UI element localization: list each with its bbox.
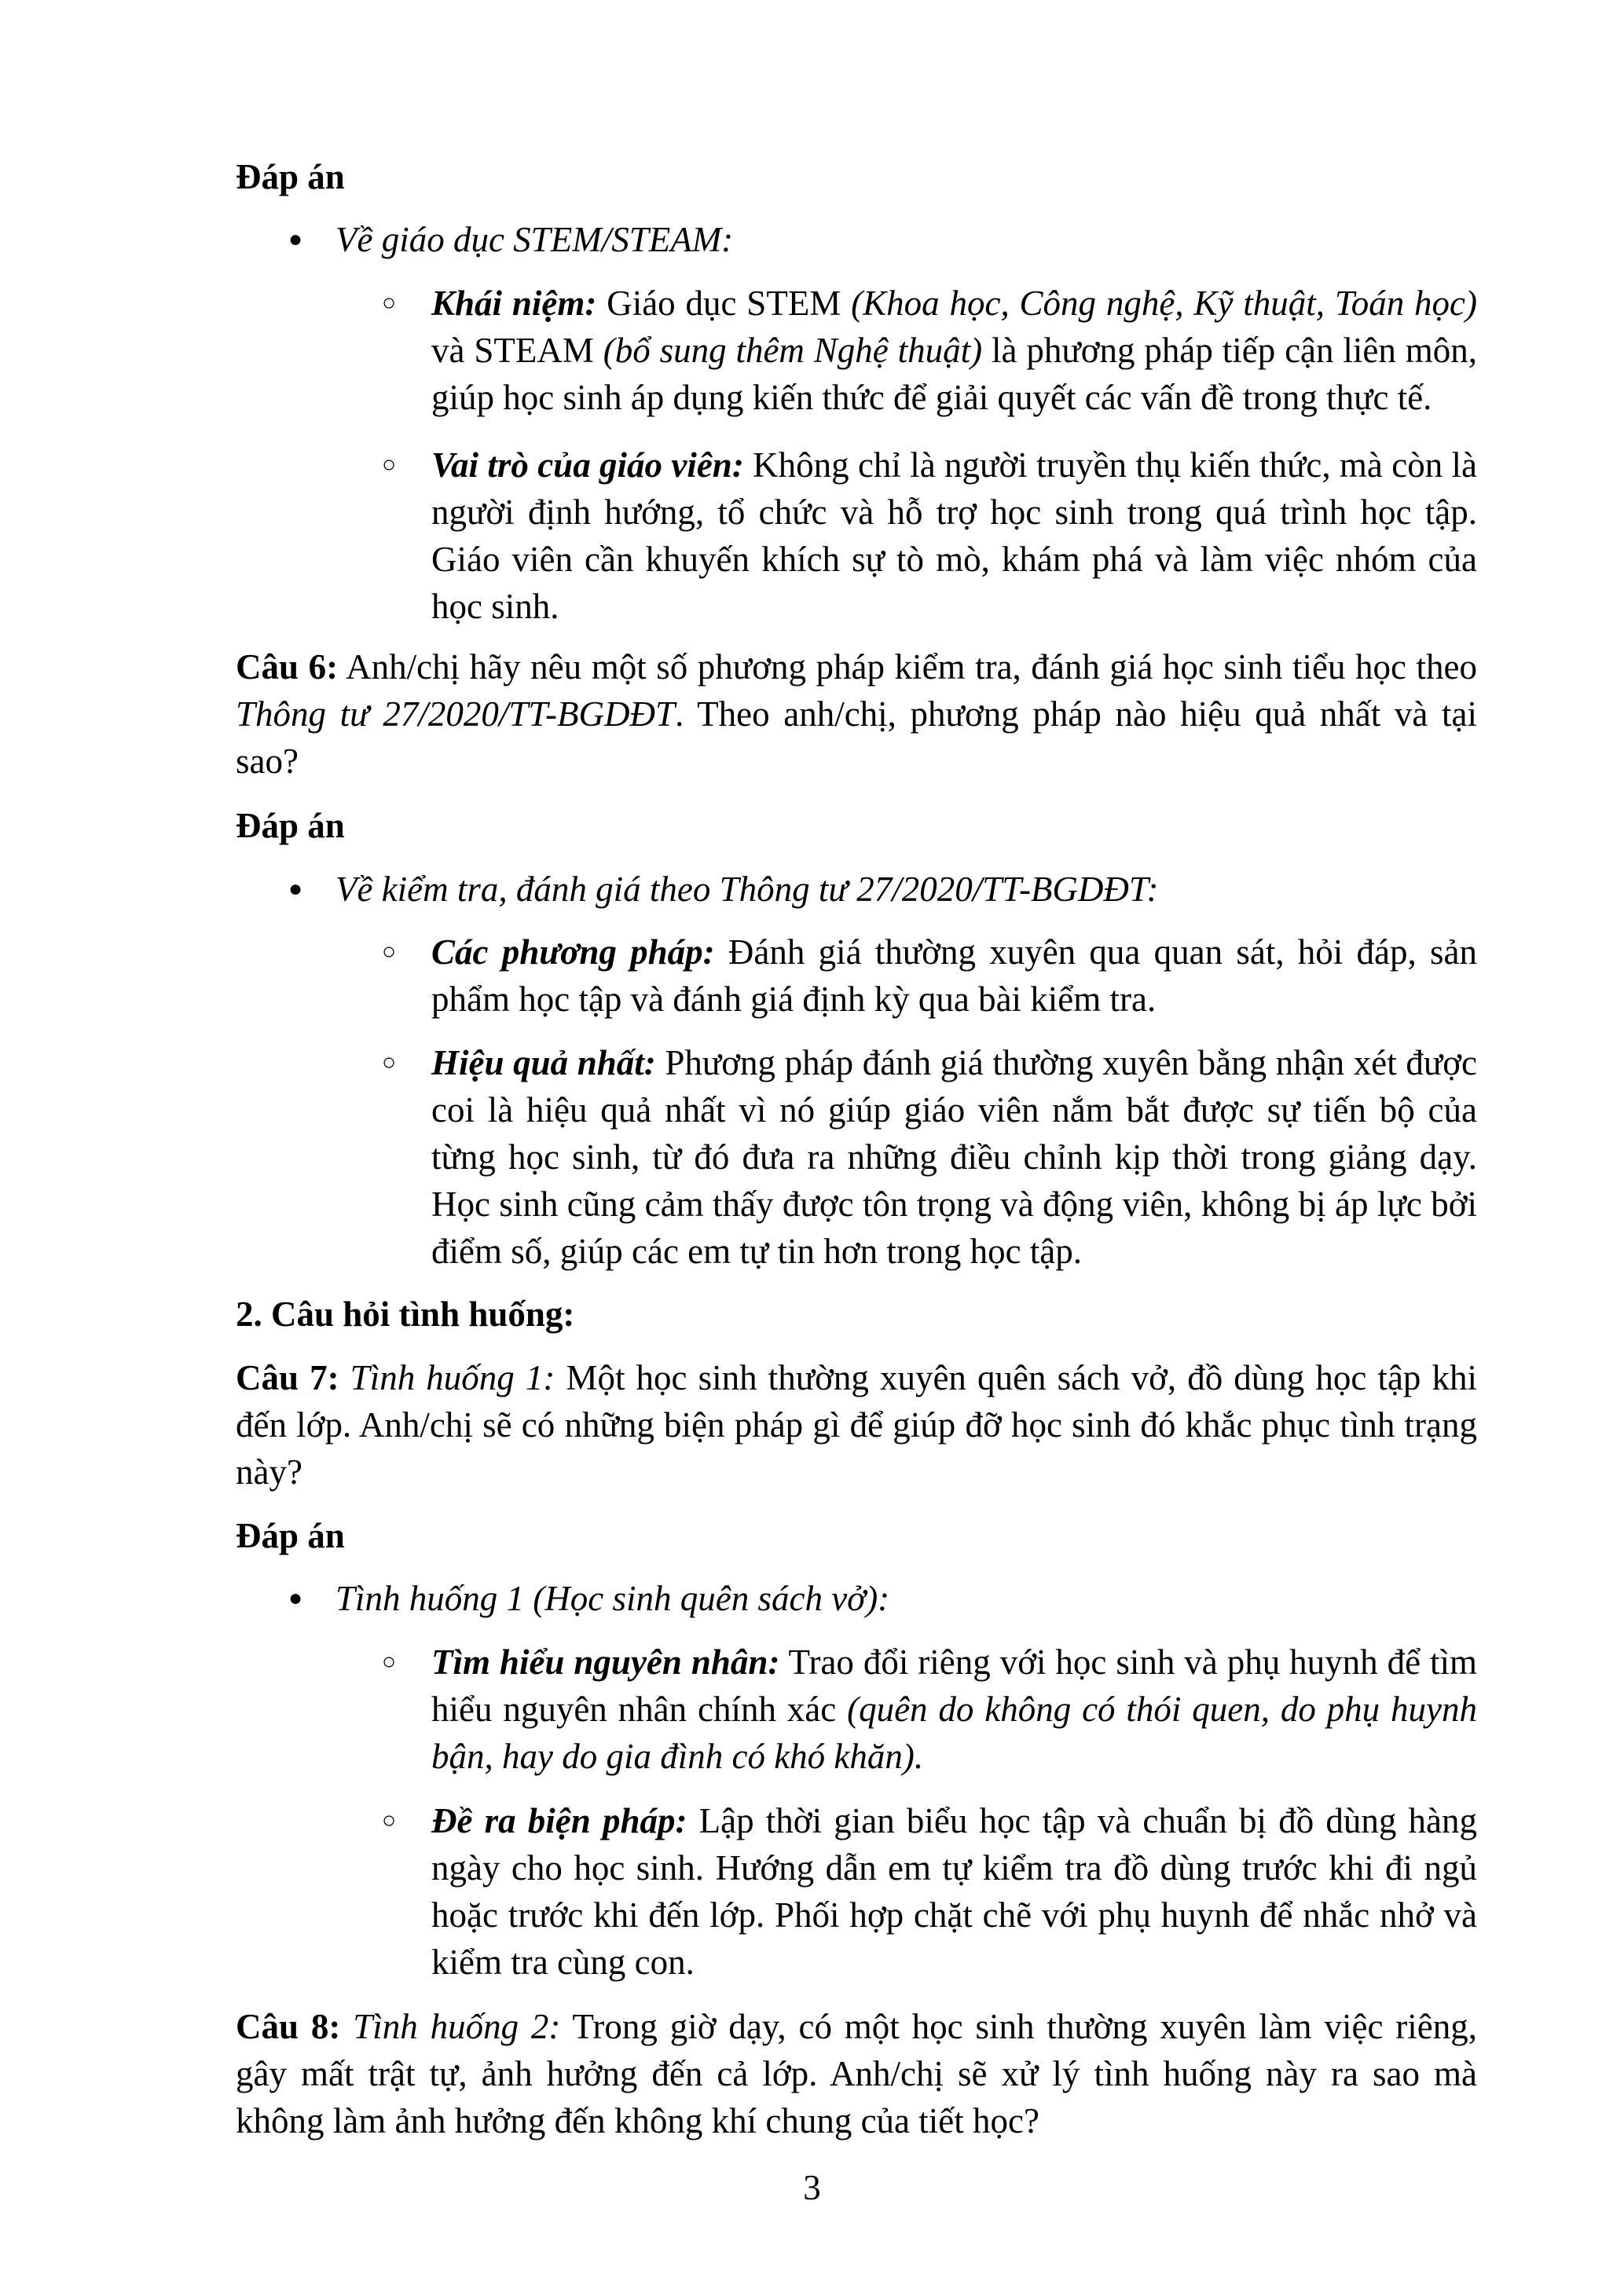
bullet-situation-1: Tình huống 1 (Học sinh quên sách vở): <box>335 1579 890 1618</box>
bullet-icon: ● <box>288 1585 303 1611</box>
question-italic: Tình huống 2: <box>340 2007 561 2046</box>
bullet-icon: ● <box>288 226 303 252</box>
item-title: Khái niệm: <box>431 284 597 323</box>
item-italic: (Khoa học, Công nghệ, Kỹ thuật, Toán học) <box>851 284 1478 323</box>
item-vai-tro <box>431 441 1477 630</box>
section-heading: 2. Câu hỏi tình huống: <box>236 1294 575 1334</box>
sub-bullet-icon: ○ <box>382 452 397 478</box>
item-text: Giáo dục STEM <box>596 284 852 323</box>
item-cac-phuong-phap <box>431 928 1477 1023</box>
sub-bullet-icon: ○ <box>382 1049 397 1075</box>
answer-heading: Đáp án <box>236 1516 345 1555</box>
question-7 <box>236 1354 1477 1496</box>
item-text: Đánh giá thường xuyên qua quan sát, hỏi đáp, sản phẩm học tập và đánh giá định kỳ qua bài kiểm tra. <box>431 932 1477 1019</box>
bullet-stem: Về giáo dục STEM/STEAM: <box>335 220 734 259</box>
item-de-ra <box>431 1797 1477 1986</box>
item-tim-hieu <box>431 1639 1477 1780</box>
question-italic: Thông tư 27/2020/TT-BGDĐT <box>236 694 676 734</box>
question-text: . Theo anh/chị, phương pháp nào hiệu quả nhất và tại sao? <box>236 694 1477 781</box>
item-text: Phương pháp đánh giá thường xuyên bằng nhận xét được coi là hiệu quả nhất vì nó giúp giáo viên nắm bắt được sự tiến bộ của từng học sinh, từ đó đưa ra những điều chỉnh kịp thời trong giảng dạy. Học sinh cũng cảm thấy được tôn trọng và động viên, không bị áp lực bởi điểm số, giúp các em tự tin hơn trong học tập. <box>431 1043 1477 1271</box>
answer-heading: Đáp án <box>236 157 345 196</box>
item-title: Tìm hiểu nguyên nhân: <box>431 1642 780 1682</box>
sub-bullet-icon: ○ <box>382 939 397 965</box>
item-text: và STEAM <box>431 331 603 370</box>
item-title: Vai trò của giáo viên: <box>431 445 744 485</box>
question-text: Trong giờ dạy, có một học sinh thường xuyên làm việc riêng, gây mất trật tự, ảnh hưởng đến cả lớp. Anh/chị sẽ xử lý tình huống này ra sao mà không làm ảnh hưởng đến không khí chung của tiết học? <box>236 2007 1478 2140</box>
item-title: Đề ra biện pháp: <box>431 1801 687 1840</box>
sub-bullet-icon: ○ <box>382 1649 397 1675</box>
bullet-icon: ● <box>288 876 303 902</box>
answer-heading: Đáp án <box>236 806 345 845</box>
item-italic: (quên do không có thói quen, do phụ huynh bận, hay do gia đình có khó khăn). <box>431 1690 1477 1776</box>
item-khai-niem <box>431 280 1477 421</box>
item-title: Các phương pháp: <box>431 932 715 972</box>
question-6 <box>236 643 1477 785</box>
sub-bullet-icon: ○ <box>382 290 397 316</box>
page-number: 3 <box>803 2168 821 2207</box>
item-text: Không chỉ là người truyền thụ kiến thức, mà còn là người định hướng, tổ chức và hỗ trợ học sinh trong quá trình học tập. Giáo viên cần khuyến khích sự tò mò, khám phá và làm việc nhóm của học sinh. <box>431 445 1477 626</box>
item-text: là phương pháp tiếp cận liên môn, giúp học sinh áp dụng kiến thức để giải quyết các vấn đề trong thực tế. <box>431 331 1477 417</box>
sub-bullet-icon: ○ <box>382 1807 397 1833</box>
item-title: Hiệu quả nhất: <box>431 1043 656 1082</box>
question-text: Anh/chị hãy nêu một số phương pháp kiểm tra, đánh giá học sinh tiểu học theo <box>338 647 1477 687</box>
item-italic: (bổ sung thêm Nghệ thuật) <box>603 331 983 370</box>
question-text: Một học sinh thường xuyên quên sách vở, đồ dùng học tập khi đến lớp. Anh/chị sẽ có những biện pháp gì để giúp đỡ học sinh đó khắc phục tình trạng này? <box>236 1358 1478 1492</box>
question-label: Câu 7: <box>236 1358 339 1397</box>
item-text: Lập thời gian biểu học tập và chuẩn bị đồ dùng hàng ngày cho học sinh. Hướng dẫn em tự kiểm tra đồ dùng trước khi đi ngủ hoặc trước khi đến lớp. Phối hợp chặt chẽ với phụ huynh để nhắc nhở và kiểm tra cùng con. <box>431 1801 1478 1982</box>
item-hieu-qua <box>431 1039 1477 1275</box>
item-text: Trao đổi riêng với học sinh và phụ huynh để tìm hiểu nguyên nhân chính xác <box>431 1642 1477 1729</box>
question-label: Câu 6: <box>236 647 339 687</box>
question-italic: Tình huống 1: <box>339 1358 555 1397</box>
question-label: Câu 8: <box>236 2007 341 2046</box>
question-8 <box>236 2003 1477 2144</box>
bullet-assessment: Về kiểm tra, đánh giá theo Thông tư 27/2020/TT-BGDĐT: <box>335 870 1159 909</box>
